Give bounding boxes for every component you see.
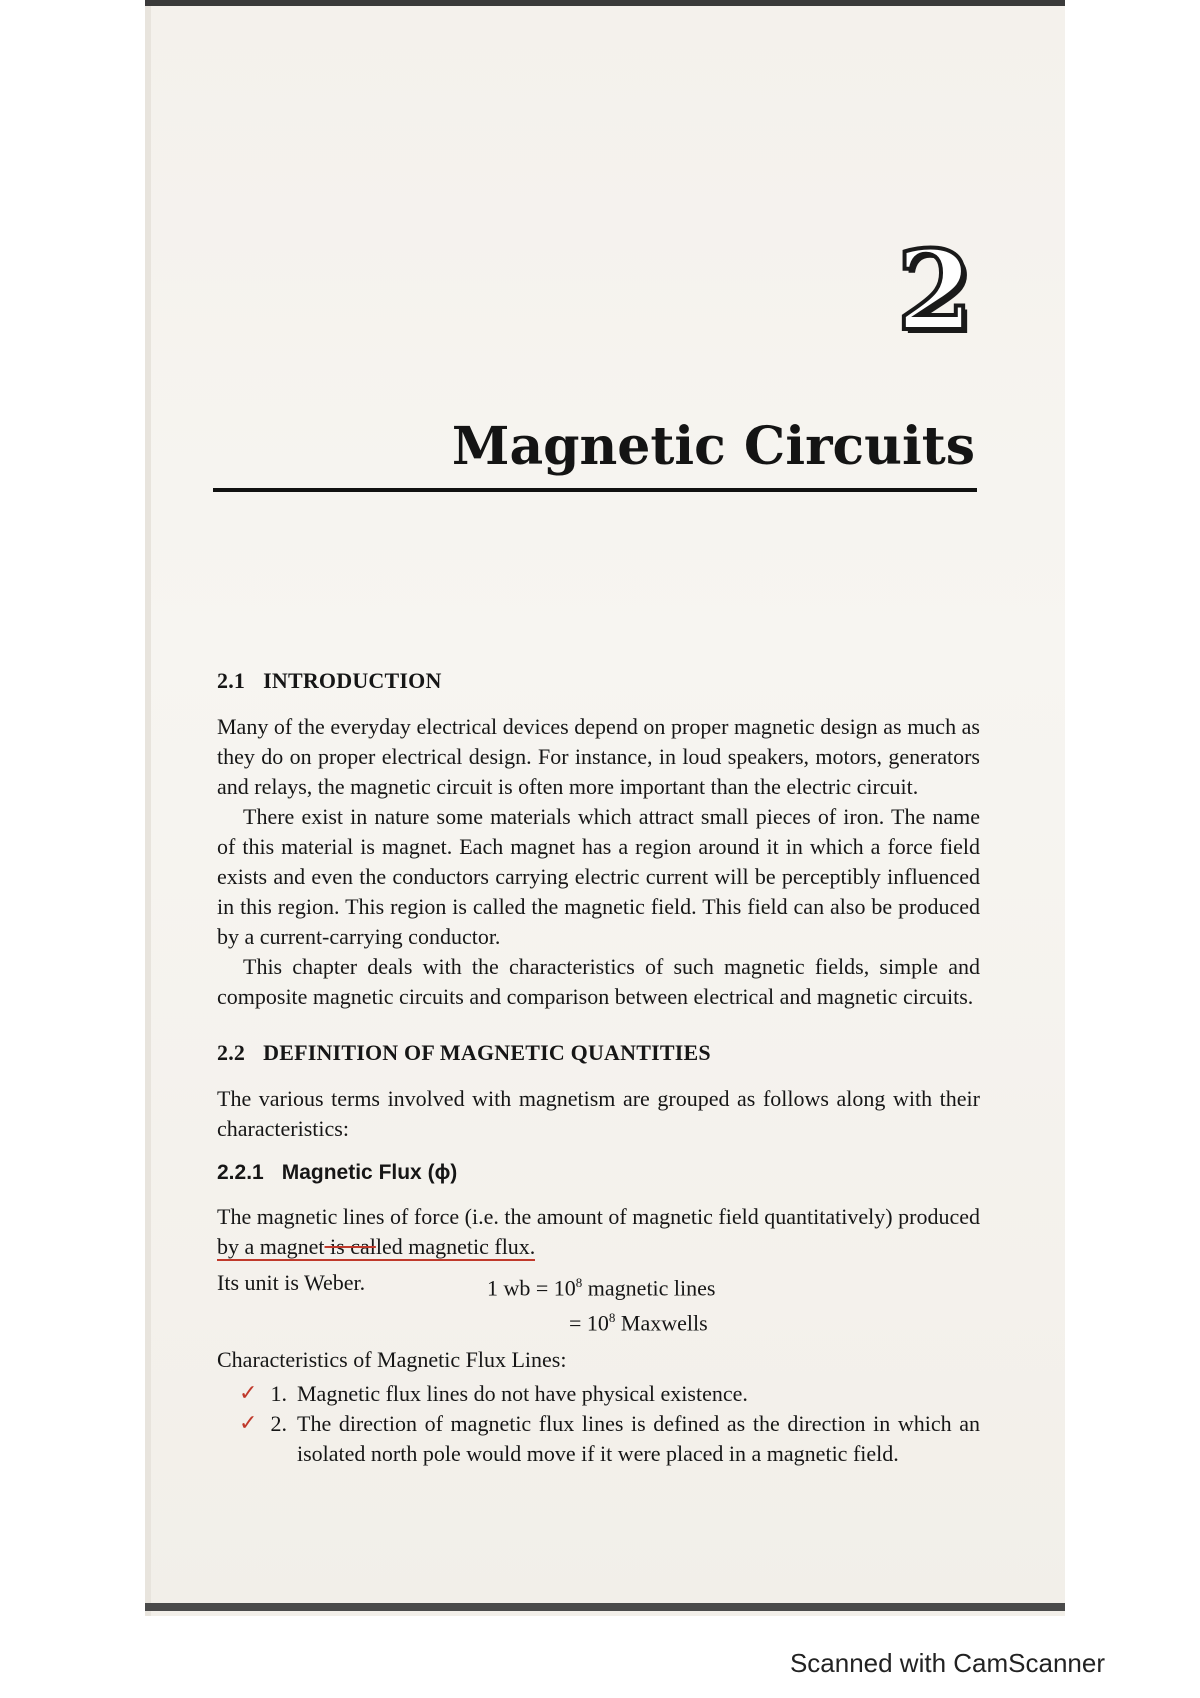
flux-equation: [487, 1268, 715, 1339]
list-item: [217, 1379, 980, 1409]
underlined-phrase: [217, 1234, 535, 1261]
eq2-exponent: 8: [608, 1310, 616, 1326]
chapter-title: Magnetic Circuits: [451, 416, 975, 477]
intro-paragraph-2: There exist in nature some materials which attract small pieces of iron. The name of this material is magnet. Each magnet has a region around it in which a force field exists and even the conductors carrying electric current will be perceptibly influenced in this region. This region is called the magnetic field. This field can also be produced by a current-carrying conductor.: [217, 804, 980, 949]
eq1-exponent: 8: [575, 1275, 583, 1290]
section-number: 2.1: [217, 668, 246, 693]
section-heading-2-2: [217, 1038, 980, 1068]
scanner-watermark: Scanned with CamScanner: [789, 1648, 1105, 1678]
list-item: [217, 1409, 980, 1469]
eq1-right: magnetic lines: [582, 1275, 716, 1301]
check-mark-icon: ✓: [239, 1380, 258, 1406]
characteristics-list: [217, 1379, 980, 1469]
flux-unit-row: [217, 1268, 980, 1339]
intro-paragraph-1: Many of the everyday electrical devices depend on proper magnetic design as much as they do on proper electrical design. For instance, in loud speakers, motors, generators and relays, the magnetic circuit is often more important than the electric circuit.: [217, 714, 980, 799]
list-number-text: 2.: [270, 1410, 287, 1436]
list-item-number: [217, 1409, 297, 1469]
list-item-number: [217, 1379, 297, 1409]
list-number-text: 1.: [270, 1380, 287, 1406]
characteristics-heading: Characteristics of Magnetic Flux Lines:: [217, 1346, 567, 1372]
eq2-right: Maxwells: [615, 1310, 708, 1336]
page-content: [217, 666, 980, 1469]
list-item-text: Magnetic flux lines do not have physical existence.: [297, 1380, 748, 1406]
chapter-number: 2: [896, 226, 975, 355]
section-number: 2.2: [217, 1040, 246, 1065]
definitions-paragraph: The various terms involved with magnetism are grouped as follows along with their characteristics:: [217, 1086, 980, 1141]
equation-line-2: [487, 1303, 715, 1338]
flux-definition: [217, 1202, 980, 1262]
intro-paragraph-3: This chapter deals with the characteristics of such magnetic fields, simple and composite magnetic circuits and comparison between electrical and magnetic circuits.: [217, 954, 980, 1009]
underlined-text-end: led magnetic flux.: [375, 1234, 536, 1259]
section-heading-2-1: [217, 666, 980, 696]
page-bottom-edge: [145, 1603, 1065, 1611]
check-mark-icon: ✓: [239, 1410, 258, 1436]
struck-text: is cal: [324, 1234, 376, 1259]
book-page: [145, 0, 1065, 1616]
subsection-heading-2-2-1: [217, 1158, 980, 1188]
subsection-number: 2.2.1: [217, 1161, 264, 1184]
equation-line-1: [487, 1268, 715, 1303]
eq2-left: = 10: [569, 1310, 609, 1336]
title-rule: [213, 488, 977, 492]
eq1-left: 1 wb = 10: [487, 1275, 576, 1301]
section-title: DEFINITION OF MAGNETIC QUANTITIES: [263, 1040, 711, 1065]
flux-unit: Its unit is Weber.: [217, 1270, 366, 1295]
section-title: INTRODUCTION: [263, 668, 442, 693]
underlined-text: by a magnet: [217, 1234, 325, 1259]
subsection-title: Magnetic Flux (ϕ): [281, 1161, 458, 1184]
list-item-text: The direction of magnetic flux lines is defined as the direction in which an isolated north pole would move if it were placed in a magnetic field.: [297, 1410, 980, 1466]
flux-definition-text: The magnetic lines of force (i.e. the amount of magnetic field quantitatively) produced: [217, 1204, 980, 1229]
page-edge-shadow: [145, 6, 151, 1616]
